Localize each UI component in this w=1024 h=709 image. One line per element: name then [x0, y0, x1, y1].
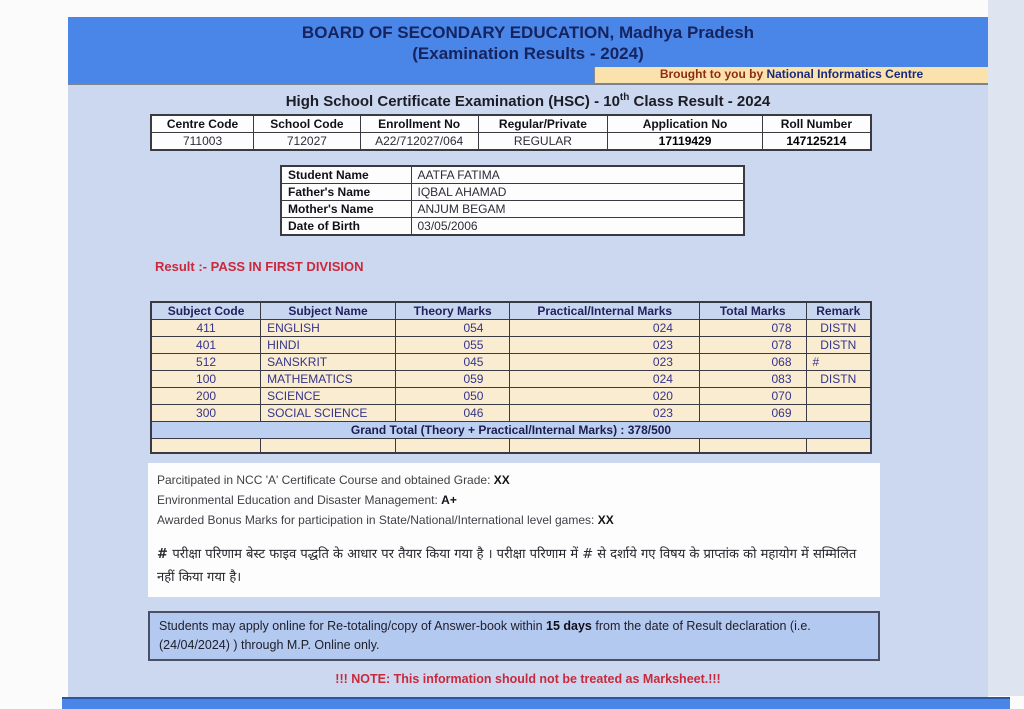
dob-label: Date of Birth [281, 218, 411, 236]
col-enrollment-no: Enrollment No [360, 115, 478, 133]
ncc-line [157, 470, 871, 490]
subject-name: SANSKRIT [261, 354, 396, 371]
brought-strip [594, 67, 988, 83]
page-content [68, 17, 988, 697]
empty-cell [261, 439, 396, 453]
remark: # [806, 354, 871, 371]
empty-cell [699, 439, 806, 453]
env-line [157, 490, 871, 510]
col-total-marks: Total Marks [699, 302, 806, 320]
grand-total-row [151, 422, 871, 439]
header-band [68, 17, 988, 67]
marks-row [151, 388, 871, 405]
subject-code: 512 [151, 354, 261, 371]
retotal-days: 15 days [546, 618, 592, 633]
exam-heading-tail: Class Result - 2024 [629, 93, 771, 110]
ncc-text: Parcitipated in NCC 'A' Certificate Course and obtained Grade: [157, 472, 494, 487]
subject-name: MATHEMATICS [261, 371, 396, 388]
practical-marks: 023 [510, 354, 699, 371]
remark [806, 405, 871, 422]
total-marks: 070 [699, 388, 806, 405]
col-regular-private: Regular/Private [478, 115, 608, 133]
col-remark: Remark [806, 302, 871, 320]
col-roll-number: Roll Number [762, 115, 871, 133]
hash-mark: # [157, 546, 173, 562]
total-marks: 069 [699, 405, 806, 422]
student-details-table [280, 165, 745, 236]
mother-name-value: ANJUM BEGAM [411, 201, 744, 218]
theory-marks: 050 [395, 388, 510, 405]
practical-marks: 023 [510, 337, 699, 354]
marks-table [150, 301, 872, 454]
results-subtitle: (Examination Results - 2024) [412, 44, 644, 63]
retotal-text-2: from the date of Result declaration (i.e.(24/04/2024) ) through M.P. Online only. [159, 618, 811, 652]
father-name-label: Father's Name [281, 184, 411, 201]
total-marks: 083 [699, 371, 806, 388]
exam-info-table [150, 114, 872, 151]
student-row [281, 166, 744, 184]
page-header [68, 17, 988, 85]
remark: DISTN [806, 320, 871, 337]
empty-cell [510, 439, 699, 453]
exam-heading-sup: th [619, 92, 630, 103]
bonus-value: XX [597, 512, 614, 527]
theory-marks: 046 [395, 405, 510, 422]
theory-marks: 054 [395, 320, 510, 337]
practical-marks: 023 [510, 405, 699, 422]
school-code-value: 712027 [254, 133, 361, 151]
empty-cell [395, 439, 510, 453]
practical-marks: 024 [510, 320, 699, 337]
theory-marks: 059 [395, 371, 510, 388]
subject-code: 411 [151, 320, 261, 337]
env-text: Environmental Education and Disaster Management: [157, 492, 442, 507]
retotal-notice-box [148, 611, 880, 661]
student-row [281, 184, 744, 201]
total-marks: 078 [699, 320, 806, 337]
student-row [281, 218, 744, 236]
subject-code: 200 [151, 388, 261, 405]
student-row [281, 201, 744, 218]
marks-row [151, 320, 871, 337]
practical-marks: 020 [510, 388, 699, 405]
col-subject-name: Subject Name [261, 302, 396, 320]
subject-name: ENGLISH [261, 320, 396, 337]
remark: DISTN [806, 337, 871, 354]
retotal-text-1: Students may apply online for Re-totaling/copy of Answer-book within [159, 618, 547, 633]
remark [806, 388, 871, 405]
marksheet-warning: !!! NOTE: This information should not be treated as Marksheet.!!! [335, 671, 721, 686]
bonus-line [157, 510, 871, 530]
exam-heading [68, 92, 988, 110]
subject-name: HINDI [261, 337, 396, 354]
col-centre-code: Centre Code [151, 115, 254, 133]
student-name-label: Student Name [281, 166, 411, 184]
student-name-value: AATFA FATIMA [411, 166, 744, 184]
board-title: BOARD OF SECONDARY EDUCATION, Madhya Pradesh [301, 23, 755, 42]
father-name-value: IQBAL AHAMAD [411, 184, 744, 201]
hindi-disclaimer [157, 543, 871, 589]
total-marks: 078 [699, 337, 806, 354]
marks-header-row [151, 302, 871, 320]
brought-row [68, 67, 988, 83]
bottom-bar [62, 697, 1010, 709]
practical-marks: 024 [510, 371, 699, 388]
theory-marks: 055 [395, 337, 510, 354]
regular-private-value: REGULAR [478, 133, 608, 151]
col-subject-code: Subject Code [151, 302, 261, 320]
brought-prefix: Brought to you by [659, 67, 767, 81]
centre-code-value: 711003 [151, 133, 254, 151]
hindi-text: परीक्षा परिणाम बेस्ट फाइव पद्धति के आधार पर तैयार किया गया है । परीक्षा परिणाम में # से दर्शाये गए विषय के प्राप्तांक को महायोग में सम्मिलित नहीं किया गया है। [157, 546, 857, 585]
col-theory-marks: Theory Marks [395, 302, 510, 320]
env-grade: A+ [441, 492, 457, 507]
bonus-text: Awarded Bonus Marks for participation in State/National/International level games: [157, 512, 598, 527]
roll-number-value: 147125214 [762, 133, 871, 151]
grand-total-text: Grand Total (Theory + Practical/Internal Marks) : 378/500 [151, 422, 871, 439]
marks-row [151, 371, 871, 388]
dob-value: 03/05/2006 [411, 218, 744, 236]
marks-row [151, 405, 871, 422]
empty-row [151, 439, 871, 453]
subject-code: 401 [151, 337, 261, 354]
enrollment-no-value: A22/712027/064 [360, 133, 478, 151]
nic-name: National Informatics Centre [766, 67, 924, 81]
result-status: Result :- PASS IN FIRST DIVISION [155, 259, 364, 274]
empty-cell [151, 439, 261, 453]
empty-cell [806, 439, 871, 453]
marks-row [151, 354, 871, 371]
mother-name-label: Mother's Name [281, 201, 411, 218]
subject-code: 300 [151, 405, 261, 422]
marks-row [151, 337, 871, 354]
remark: DISTN [806, 371, 871, 388]
subject-name: SOCIAL SCIENCE [261, 405, 396, 422]
col-application-no: Application No [608, 115, 762, 133]
additional-info-box [148, 463, 880, 597]
exam-heading-text: High School Certificate Examination (HSC) - 10 [285, 93, 620, 110]
col-school-code: School Code [254, 115, 361, 133]
subject-name: SCIENCE [261, 388, 396, 405]
exam-info-value-row [151, 133, 871, 151]
exam-info-header-row [151, 115, 871, 133]
application-no-value: 17119429 [608, 133, 762, 151]
total-marks: 068 [699, 354, 806, 371]
right-margin-strip [988, 0, 1024, 696]
theory-marks: 045 [395, 354, 510, 371]
col-practical-marks: Practical/Internal Marks [510, 302, 699, 320]
ncc-grade: XX [493, 472, 510, 487]
subject-code: 100 [151, 371, 261, 388]
